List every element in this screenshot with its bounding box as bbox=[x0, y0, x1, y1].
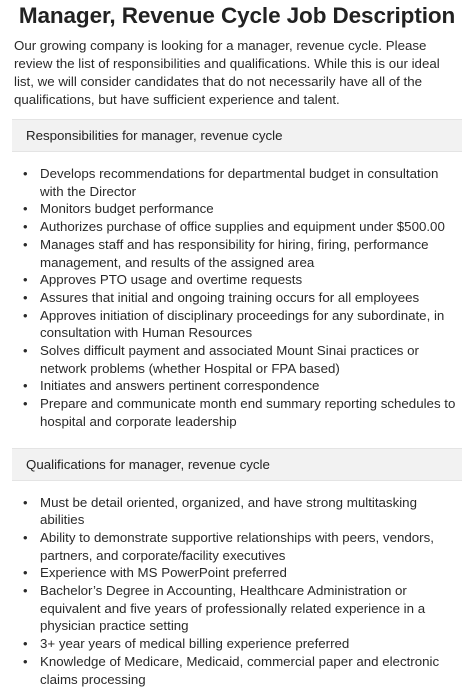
bullet-icon: • bbox=[23, 307, 28, 323]
list-item-text: Manages staff and has responsibility for hiring, firing, performance management, and results of the assigned area bbox=[40, 236, 429, 270]
bullet-icon: • bbox=[23, 272, 28, 288]
list-item-text: Prepare and communicate month end summary reporting schedules to hospital and corporate leadership bbox=[40, 396, 456, 429]
list-item-text: Must be detail oriented, organized, and have strong multitasking abilities bbox=[40, 494, 417, 528]
bullet-icon: • bbox=[23, 565, 28, 581]
list-item-text: 3+ year years of medical billing experience preferred bbox=[40, 636, 350, 652]
bullet-icon: • bbox=[23, 396, 28, 412]
bullet-icon: • bbox=[23, 236, 28, 252]
list-item-text: Ability to demonstrate supportive relationships with peers, vendors, partners, and corporate/facility executives bbox=[40, 529, 434, 563]
bullet-icon: • bbox=[23, 343, 28, 359]
bullet-icon: • bbox=[23, 201, 28, 217]
list-item bbox=[23, 529, 462, 564]
list-item-text: Knowledge of Medicare, Medicaid, commercial paper and electronic claims processing bbox=[40, 653, 440, 687]
list-item bbox=[23, 200, 462, 218]
list-item bbox=[23, 342, 462, 377]
list-item-text: Experience with MS PowerPoint preferred bbox=[40, 565, 287, 581]
list-item bbox=[23, 307, 462, 342]
list-item-text: Solves difficult payment and associated Mount Sinai practices or network problems (whether Hospital or FPA based) bbox=[40, 343, 419, 376]
list-item bbox=[23, 165, 462, 200]
list-item-text: Authorizes purchase of office supplies and equipment under $500.00 bbox=[40, 219, 445, 235]
list-item bbox=[23, 218, 462, 236]
list-item bbox=[23, 395, 462, 430]
list-item bbox=[23, 377, 462, 395]
bullet-icon: • bbox=[23, 636, 28, 652]
bullet-icon: • bbox=[23, 494, 28, 510]
bullet-icon: • bbox=[23, 219, 28, 235]
list-item bbox=[23, 653, 462, 688]
list-item bbox=[23, 289, 462, 307]
qualifications-list bbox=[12, 494, 462, 688]
bullet-icon: • bbox=[23, 378, 28, 394]
list-item bbox=[23, 635, 462, 653]
list-item-text: Monitors budget performance bbox=[40, 201, 214, 217]
list-item-text: Approves initiation of disciplinary proceedings for any subordinate, in consultation with Human Resources bbox=[40, 307, 445, 341]
list-item bbox=[23, 564, 462, 582]
responsibilities-list bbox=[12, 165, 462, 431]
list-item-text: Approves PTO usage and overtime requests bbox=[40, 272, 303, 288]
page-title: Manager, Revenue Cycle Job Description bbox=[18, 3, 456, 28]
intro-paragraph: Our growing company is looking for a manager, revenue cycle. Please review the list of responsibilities and qualifications. While this is our ideal list, we will consider candidates that do not necessarily have all of the qualifications, but have sufficient experience and talent. bbox=[14, 38, 440, 107]
bullet-icon: • bbox=[23, 583, 28, 599]
bullet-icon: • bbox=[23, 653, 28, 669]
list-item-text: Initiates and answers pertinent correspondence bbox=[40, 378, 320, 394]
list-item-text: Assures that initial and ongoing training occurs for all employees bbox=[40, 289, 420, 305]
bullet-icon: • bbox=[23, 529, 28, 545]
list-item bbox=[23, 582, 462, 635]
list-item bbox=[23, 494, 462, 529]
list-item bbox=[23, 236, 462, 271]
list-item-text: Bachelor’s Degree in Accounting, Healthcare Administration or equivalent and five years of professionally related experience in a physician practice setting bbox=[40, 583, 426, 634]
bullet-icon: • bbox=[23, 166, 28, 181]
bullet-icon: • bbox=[23, 289, 28, 305]
responsibilities-heading: Responsibilities for manager, revenue cycle bbox=[12, 119, 462, 152]
list-item-text: Develops recommendations for departmental budget in consultation with the Director bbox=[40, 166, 439, 199]
qualifications-heading: Qualifications for manager, revenue cycle bbox=[12, 448, 462, 481]
list-item bbox=[23, 271, 462, 289]
